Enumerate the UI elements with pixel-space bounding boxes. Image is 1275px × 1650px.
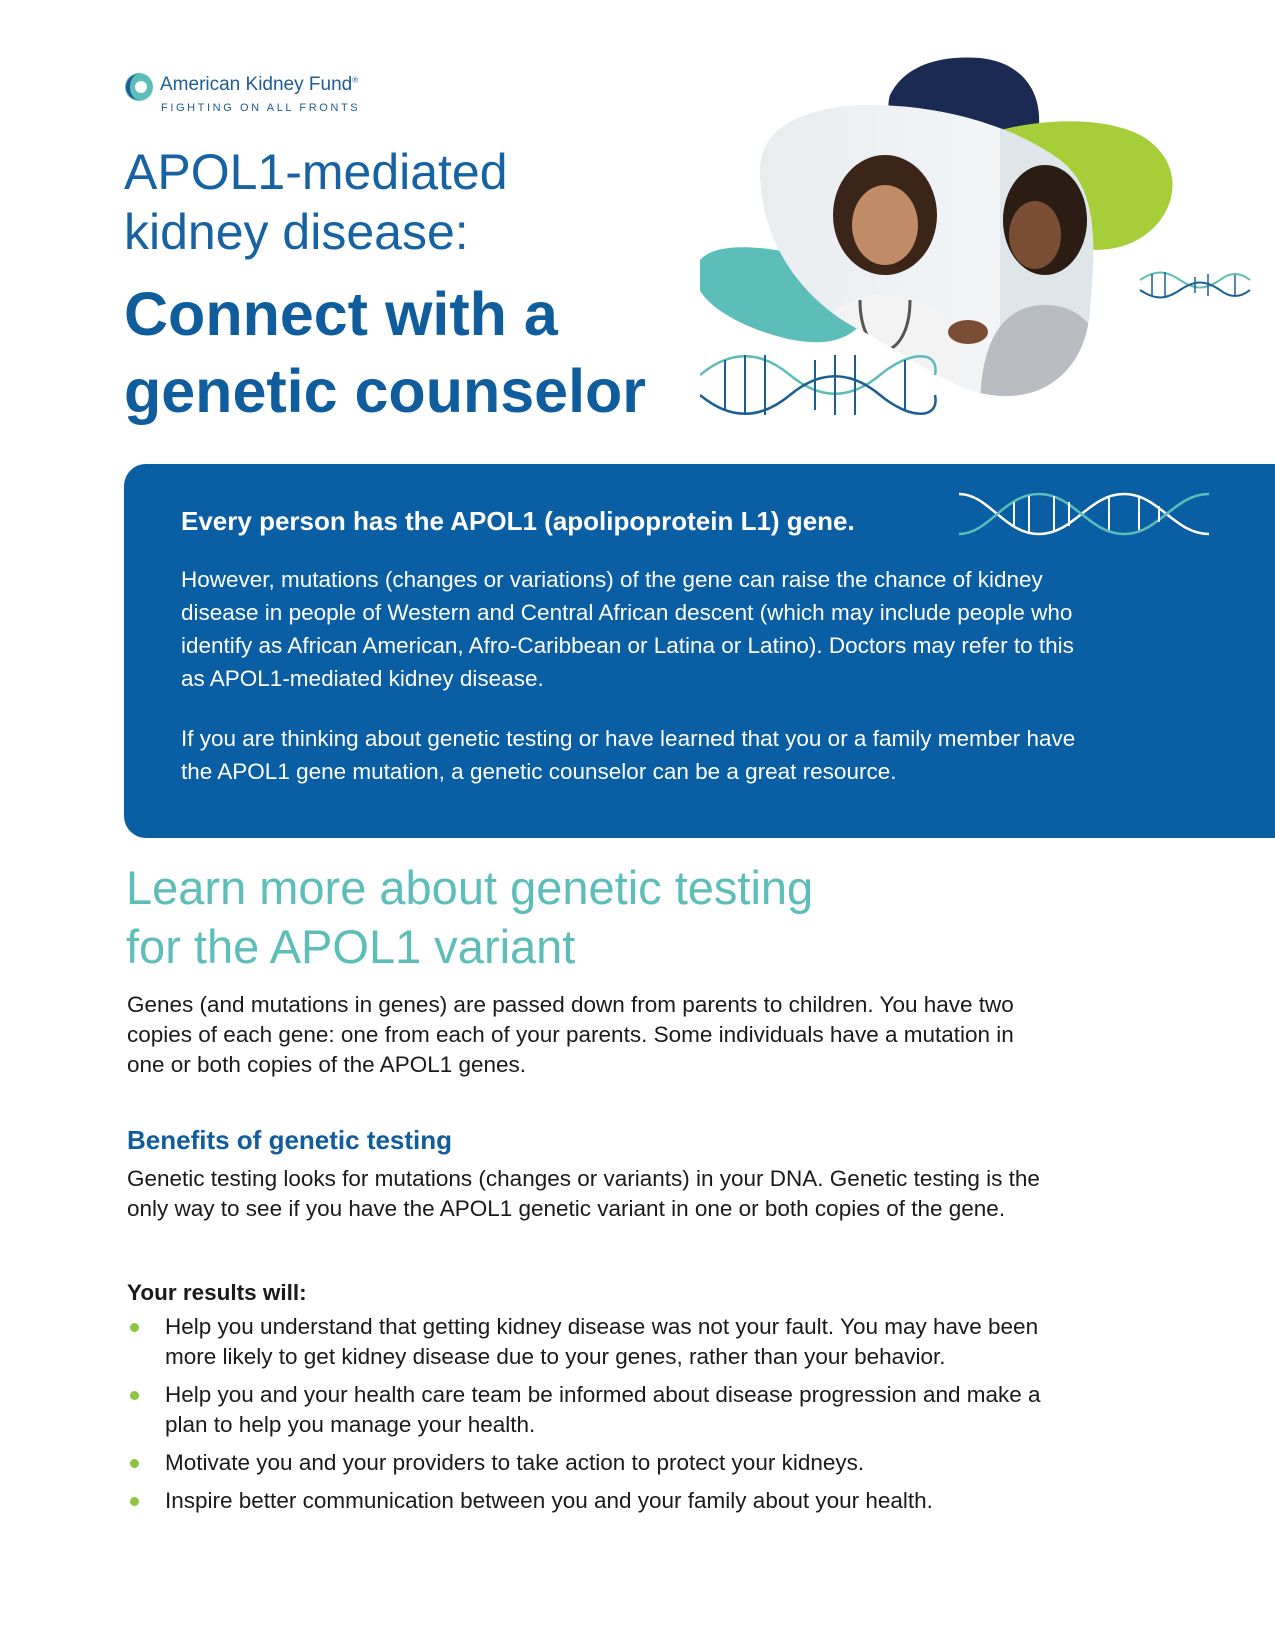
list-item: Help you understand that getting kidney disease was not your fault. You may have been more likely to get kidney disease due to your genes, rather than your behavior.	[127, 1312, 1047, 1372]
dna-icon-right	[1140, 272, 1250, 298]
akf-logo	[124, 70, 404, 120]
info-paragraph-2: If you are thinking about genetic testing or have learned that you or a family member have the APOL1 gene mutation, a genetic counselor can be a great resource.	[181, 726, 1076, 784]
bullet-icon	[130, 1459, 139, 1468]
results-label: Your results will:	[127, 1280, 307, 1305]
logo-name: American Kidney Fund®	[160, 74, 359, 95]
title-bold-line-2: genetic counselor	[124, 357, 647, 425]
title-line-2: kidney disease:	[124, 204, 469, 260]
bullet-icon	[130, 1497, 139, 1506]
benefits-title: Benefits of genetic testing	[127, 1125, 453, 1155]
section-title-line-1: Learn more about genetic testing	[126, 861, 814, 914]
info-paragraph-1: However, mutations (changes or variations) of the gene can raise the chance of kidney disease in people of Western and Central African descent (which may include people who identify as African American, Afro-Caribbean or Latina or Latino). Doctors may refer to this as APOL1-mediated kidney disease.	[181, 567, 1074, 691]
bullet-icon	[130, 1323, 139, 1332]
info-box	[124, 464, 1275, 838]
section-paragraph: Genes (and mutations in genes) are passed down from parents to children. You have two copies of each gene: one from each of your parents. Some individuals have a mutation in one or both copies of the APOL1 genes.	[127, 992, 1014, 1077]
bullet-icon	[130, 1391, 139, 1400]
title-line-1: APOL1-mediated	[124, 144, 508, 200]
dna-icon	[959, 484, 1209, 544]
logo-tagline: FIGHTING ON ALL FRONTS	[161, 102, 361, 114]
page-title	[124, 276, 724, 430]
benefits-paragraph: Genetic testing looks for mutations (changes or variants) in your DNA. Genetic testing is the only way to see if you have the APOL1 genetic variant in one or both copies of the gene.	[127, 1166, 1040, 1221]
results-list	[127, 1312, 1047, 1524]
list-item: Motivate you and your providers to take action to protect your kidneys.	[127, 1448, 1047, 1478]
dna-icon-lower	[700, 355, 936, 415]
kidney-logo-icon	[124, 72, 154, 102]
info-heading: Every person has the APOL1 (apolipoprotein L1) gene.	[181, 506, 855, 536]
list-item: Help you and your health care team be informed about disease progression and make a plan to help you manage your health.	[127, 1380, 1047, 1440]
title-bold-line-1: Connect with a	[124, 280, 558, 348]
section-title-line-2: for the APOL1 variant	[126, 920, 576, 973]
section-title	[126, 858, 1006, 976]
hero-illustration	[700, 50, 1275, 430]
title-prefix	[124, 142, 684, 262]
list-item: Inspire better communication between you and your family about your health.	[127, 1486, 1047, 1516]
